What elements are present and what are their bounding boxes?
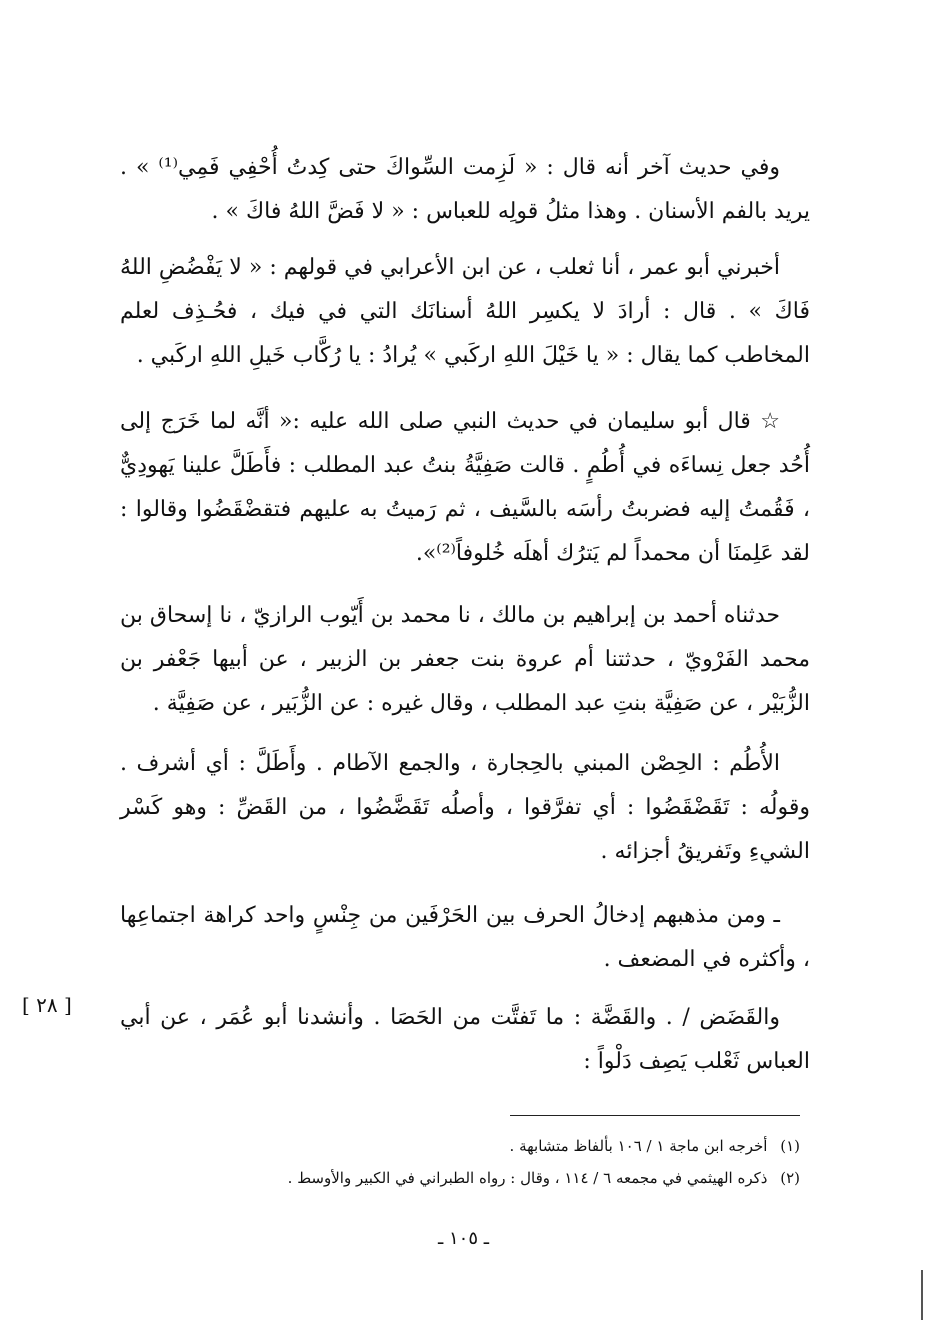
paragraph-ibn-arabi	[120, 246, 810, 378]
paragraph-isnad	[120, 594, 810, 726]
paragraph-text: أخبرني أبو عمر ، أنا ثعلب ، عن ابن الأعرابي في قولهم : « لا يَفْضُضِ اللهُ فَاكَ » . قال : أرادَ لا يكسِر اللهُ أسنانَك التي في فيك ، فحُـذِف لعلم المخاطب كما يقال : « يا خَيْلَ اللهِ اركَبي » يُرادُ : يا رُكَّاب خَيلِ اللهِ اركَبي .	[120, 255, 810, 368]
paragraph-text: الأُطُم : الحِصْن المبني بالحِجارة ، والجمع الآطام . وأَطَلَّ : أي أشرف . وقولُه : تَقَضْقَضُوا : أي تفرَّقوا ، وأصلُه تَقَضَّضُوا ، من القَضِّ : وهو كَسْر الشيءِ وتَفريقُ أجزائه .	[120, 751, 810, 864]
footnote-1	[150, 1130, 800, 1162]
margin-reference: [ ٢٨ ]	[22, 993, 72, 1017]
paragraph-text: ـ ومن مذهبهم إدخالُ الحرف بين الحَرْفَين من جِنْسٍ واحد كراهة اجتماعِها ، وأكثره في المضعف .	[120, 903, 810, 972]
footnote-text: ذكره الهيثمي في مجمعه ٦ / ١١٤ ، وقال : رواه الطبراني في الكبير والأوسط .	[287, 1169, 768, 1187]
page-number: ـ ١٠٥ ـ	[437, 1228, 489, 1249]
footnote-number: (١)	[780, 1137, 800, 1155]
paragraph-text: وفي حديث آخر أنه قال : « لَزِمت السِّواكَ حتى كِدتُ أُحْفِي فَمِي⁽¹⁾ » . يريد بالفم الأسنان . وهذا مثلُ قولِه للعباس : « لا فَضَّ اللهُ فاكَ » .	[120, 155, 810, 224]
paragraph-hadith-siwak	[120, 146, 810, 234]
paragraph-text: ☆ قال أبو سليمان في حديث النبي صلى الله عليه :« أنَّه لما خَرَج إلى أُحُد جعل نِساءَه في أُطُمٍ . قالت صَفِيَّةُ بنتُ عبد المطلب : فأَطَلَّ علينا يَهودِيٌّ ، فَقُمتُ إليه فضربتُ رأسَه بالسَّيف ، ثم رَميتُ به عليهم فتقضْقَضُوا وقالوا : لقد عَلِمنَا أن محمداً لم يَترُك أهلَه خُلوفاً⁽²⁾».	[120, 409, 810, 566]
footnote-text: أخرجه ابن ماجة ١ / ١٠٦ بألفاظ متشابهة .	[509, 1137, 768, 1155]
paragraph-text: حدثناه أحمد بن إبراهيم بن مالك ، نا محمد بن أَيّوب الرازيّ ، نا إسحاق بن محمد الفَرْويّ ، حدثتنا أم عروة بنت جعفر بن الزبير ، عن أبيها جَعْفر بن الزُّبَيْر ، عن صَفِيَّة بنتِ عبد المطلب ، وقال غيره : عن الزُّبَير ، عن صَفِيَّة .	[120, 603, 810, 716]
scan-edge-line	[921, 1270, 923, 1320]
paragraph-text: والقَضَض / . والقَضَّة : ما تَفتَّت من الحَصَا . وأنشدنا أبو عُمَر ، عن أبي العباس ثَعْلب يَصِف دَلْواً :	[120, 1005, 810, 1074]
footnotes	[150, 1130, 800, 1194]
paragraph-safiyya-hadith	[120, 400, 810, 576]
paragraph-qadad	[120, 996, 810, 1084]
footnote-divider	[510, 1115, 800, 1116]
paragraph-madhhab	[120, 894, 810, 982]
paragraph-atum-definition	[120, 742, 810, 874]
footnote-2	[150, 1162, 800, 1194]
footnote-number: (٢)	[780, 1169, 800, 1187]
